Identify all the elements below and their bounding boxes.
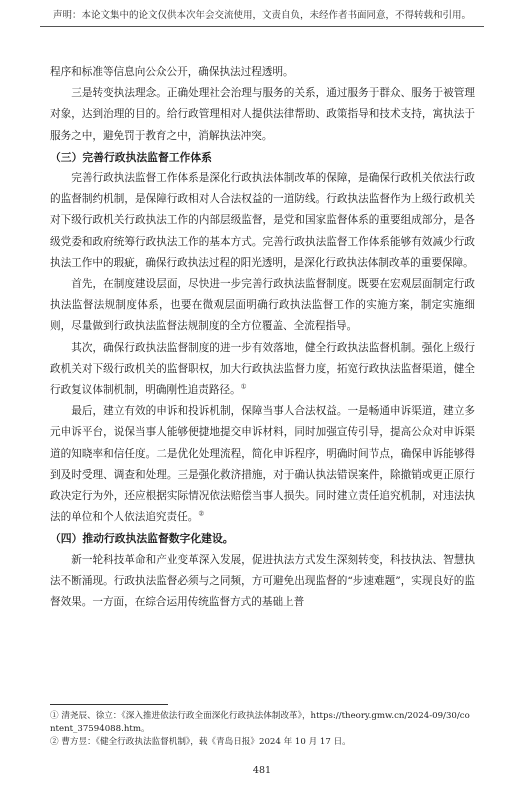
paragraph	[50, 338, 475, 402]
body-text	[50, 62, 475, 613]
footnote-item: ① 清尧辰、徐立：《深入推进依法行政全面深化行政执法体制改革》，https://theory.gmw.cn/2024-09/30/content_37594088.htm。	[50, 711, 470, 734]
footnote-ref[interactable]: ①	[240, 382, 247, 391]
paragraph	[50, 401, 475, 528]
paragraph: 程序和标准等信息向公众公开，确保执法过程透明。	[50, 66, 294, 78]
footnote-divider	[50, 704, 168, 705]
section-heading: （三）完善行政执法监督工作体系	[50, 150, 212, 164]
paragraph-text: 其次，确保行政执法监督制度的进一步有效落地，健全行政执法监督机制。强化上级行政机关对下级行政机关的监督职权，加大行政执法监督力度，拓宽行政执法监督渠道，健全行政复议体制机制，明确刚性追责路径。	[50, 341, 475, 397]
page-number: 481	[252, 765, 272, 776]
paragraph: 三是转变执法理念。正确处理社会治理与服务的关系，通过服务于群众、服务于被管理对象，达到治理的目的。给行政管理相对人提供法律帮助、政策指导和技术支持，寓执法于服务之中，避免罚于教育之中，消解执法冲突。	[50, 87, 475, 142]
footnotes	[50, 710, 475, 749]
section-heading: （四）推动行政执法监督数字化建设。	[50, 532, 234, 546]
footnote-item: ② 曹方昱：《健全行政执法监督机制》，载《青岛日报》2024 年 10 月 17 日。	[50, 737, 351, 747]
footnote-ref[interactable]: ②	[198, 509, 205, 518]
paragraph: 首先，在制度建设层面，尽快进一步完善行政执法监督制度。既要在宏观层面制定行政执法监督法规制度体系，也要在微观层面明确行政执法监督工作的实施方案，制定实施细则，尽量做到行政执法监督法规制度的全方位覆盖、全流程指导。	[50, 278, 475, 333]
paragraph: 新一轮科技革命和产业变革深入发展，促进执法方式发生深刻转变，科技执法、智慧执法不断涌现。行政执法监督必须与之同频，方可避免出现监督的“步速难题”，实现良好的监督效果。一方面，在综合运用传统监督方式的基础上普	[50, 553, 475, 609]
paragraph: 完善行政执法监督工作体系是深化行政执法体制改革的保障，是确保行政机关依法行政的监督制约机制，是保障行政相对人合法权益的一道防线。行政执法监督作为上级行政机关对下级行政机关行政执法工作的内部层级监督，是党和国家监督体系的重要组成部分，是各级党委和政府统筹行政执法工作的基本方式。完善行政执法监督工作体系能够有效减少行政执法工作中的瑕疵，确保行政执法过程的阳光透明，是深化行政执法体制改革的重要保障。	[50, 172, 475, 269]
paragraph-text: 最后，建立有效的申诉和投诉机制，保障当事人合法权益。一是畅通申诉渠道，建立多元申诉平台，说保当事人能够便捷地提交申诉材料，同时加强宣传引导，提高公众对申诉渠道的知晓率和信任度。二是优化处理流程，简化申诉程序，明确时间节点，确保申诉能够得到及时受理、调查和处理。三是强化救济措施，对于确认执法错误案件，除撤销或更正原行政决定行为外，还应根据实际情况依法赔偿当事人损失。同时建立责任追究机制，对违法执法的单位和个人依法追究责任。	[50, 405, 475, 524]
page-header-disclaimer: 声明：本论文集中的论文仅供本次年会交流使用，文责自负，未经作者书面同意，不得转载和引用。	[40, 8, 484, 27]
